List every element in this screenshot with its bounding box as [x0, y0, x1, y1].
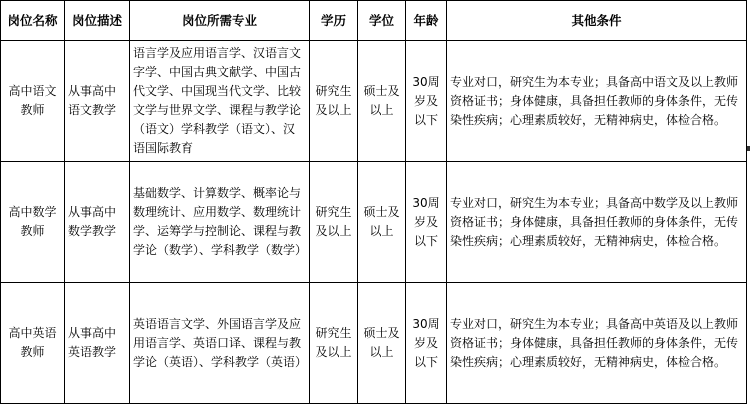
- cell-education: 研究生及以上: [310, 41, 358, 162]
- cell-position-description: 从事高中数学教学: [65, 162, 130, 283]
- cell-position-name: 高中语文教师: [1, 41, 65, 162]
- table-header-row: [1, 1, 747, 41]
- cell-age: 30周岁及以下: [406, 283, 447, 404]
- table-row: [1, 283, 747, 404]
- cell-other-conditions: 专业对口，研究生为本专业；具备高中英语及以上教师资格证书；身体健康，具备担任教师的身体条件，无传染性疾病；心理素质较好，无精神病史，体检合格。: [447, 283, 747, 404]
- header-other-conditions: 其他条件: [447, 1, 747, 41]
- cell-required-major: 语言学及应用语言学、汉语言文字学、中国古典文献学、中国古代文学、中国现当代文学、比较文学与世界文学、课程与教学论（语文）学科教学（语文）、汉语国际教育: [130, 41, 310, 162]
- cell-education: 研究生及以上: [310, 162, 358, 283]
- header-position-name: 岗位名称: [1, 1, 65, 41]
- cell-other-conditions: 专业对口，研究生为本专业；具备高中语文及以上教师资格证书；身体健康，具备担任教师的身体条件，无传染性疾病；心理素质较好，无精神病史，体检合格。: [447, 41, 747, 162]
- cell-position-name: 高中英语教师: [1, 283, 65, 404]
- cell-degree: 硕士及以上: [358, 162, 406, 283]
- cell-age: 30周岁及以下: [406, 41, 447, 162]
- cell-position-description: 从事高中语文教学: [65, 41, 130, 162]
- cell-required-major: 英语语言文学、外国语言学及应用语言学、英语口译、课程与教学论（英语）、学科教学（英语）: [130, 283, 310, 404]
- cell-age: 30周岁及以下: [406, 162, 447, 283]
- cell-degree: 硕士及以上: [358, 41, 406, 162]
- cell-education: 研究生及以上: [310, 283, 358, 404]
- cell-required-major: 基础数学、计算数学、概率论与数理统计、应用数学、数理统计学、运筹学与控制论、课程与教学论（数学）、学科教学（数学）: [130, 162, 310, 283]
- header-required-major: 岗位所需专业: [130, 1, 310, 41]
- cell-degree: 硕士及以上: [358, 283, 406, 404]
- header-position-description: 岗位描述: [65, 1, 130, 41]
- table-row: [1, 41, 747, 162]
- header-degree: 学位: [358, 1, 406, 41]
- cell-position-name: 高中数学教师: [1, 162, 65, 283]
- table-row: [1, 162, 747, 283]
- header-education: 学历: [310, 1, 358, 41]
- cell-position-description: 从事高中英语教学: [65, 283, 130, 404]
- header-age: 年龄: [406, 1, 447, 41]
- cell-other-conditions: 专业对口，研究生为本专业；具备高中数学及以上教师资格证书；身体健康，具备担任教师的身体条件，无传染性疾病；心理素质较好，无精神病史，体检合格。: [447, 162, 747, 283]
